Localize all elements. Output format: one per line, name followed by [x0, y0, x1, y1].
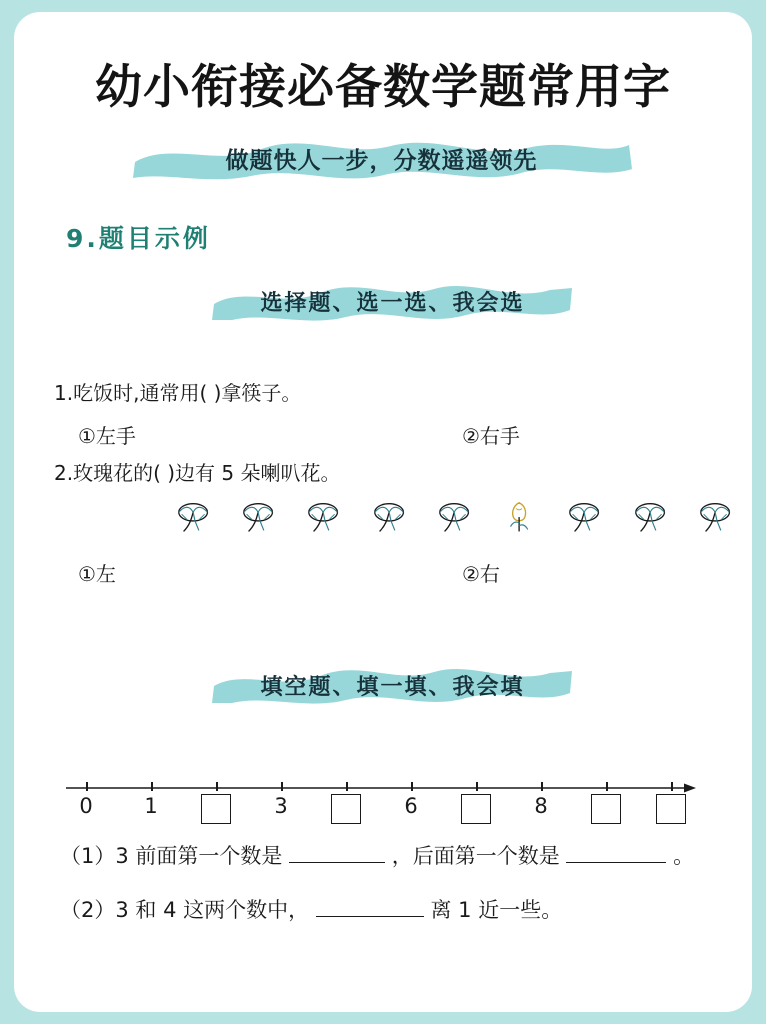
question-1-text: 1.吃饭时,通常用( )拿筷子。: [54, 381, 302, 405]
question-1-option-a[interactable]: ①左手: [78, 424, 136, 448]
fill-question-2-middle: 离 1 近一些。: [430, 898, 563, 922]
question-2-option-b[interactable]: ②右: [462, 562, 500, 586]
morning-glory-flower-icon: [370, 498, 408, 540]
morning-glory-flower-icon: [696, 498, 734, 540]
number-line-arrow-icon: [66, 782, 698, 794]
fill-banner-text: 填空题、填一填、我会填: [260, 674, 525, 700]
number-line-label-0: 0: [79, 794, 93, 818]
fill-question-1-middle: ，后面第一个数是: [391, 844, 560, 868]
choice-banner-text: 选择题、选一选、我会选: [260, 290, 525, 316]
fill-question-1-suffix: 。: [673, 844, 695, 868]
number-line-blank-box[interactable]: [331, 794, 361, 824]
morning-glory-flower-icon: [435, 498, 473, 540]
worksheet-page: [14, 12, 752, 1012]
rose-flower-icon: [500, 498, 538, 540]
fill-section-banner: [210, 664, 575, 706]
subtitle-text: 做题快人一步，分数遥遥领先: [225, 147, 538, 174]
fill-question-1-prefix: （1）3 前面第一个数是: [60, 844, 283, 868]
fill-question-1-blank-a[interactable]: [289, 844, 385, 863]
morning-glory-flower-icon: [631, 498, 669, 540]
number-line-label-6: 6: [404, 794, 418, 818]
number-line-label-1: 1: [144, 794, 158, 818]
question-2-option-a[interactable]: ①左: [78, 562, 116, 586]
section-heading: 9.题目示例: [66, 224, 211, 253]
number-line-blank-box[interactable]: [201, 794, 231, 824]
fill-question-2: [60, 894, 562, 924]
number-line-label-3: 3: [274, 794, 288, 818]
number-line-values: [66, 794, 698, 834]
flower-illustration-row: [174, 496, 734, 542]
morning-glory-flower-icon: [239, 498, 277, 540]
number-line-label-8: 8: [534, 794, 548, 818]
number-line: [66, 764, 698, 834]
morning-glory-flower-icon: [565, 498, 603, 540]
number-line-blank-box[interactable]: [591, 794, 621, 824]
morning-glory-flower-icon: [174, 498, 212, 540]
fill-question-2-blank-a[interactable]: [316, 898, 424, 917]
subtitle-banner: [129, 136, 634, 180]
number-line-blank-box[interactable]: [656, 794, 686, 824]
morning-glory-flower-icon: [304, 498, 342, 540]
number-line-blank-box[interactable]: [461, 794, 491, 824]
page-title: 幼小衔接必备数学题常用字: [95, 60, 671, 115]
question-2-text: 2.玫瑰花的( )边有 5 朵喇叭花。: [54, 461, 341, 485]
fill-question-2-prefix: （2）3 和 4 这两个数中，: [60, 898, 310, 922]
question-1-option-b[interactable]: ②右手: [462, 424, 520, 448]
choice-section-banner: [210, 280, 575, 322]
fill-question-1-blank-b[interactable]: [566, 844, 666, 863]
fill-question-1: [60, 840, 694, 870]
